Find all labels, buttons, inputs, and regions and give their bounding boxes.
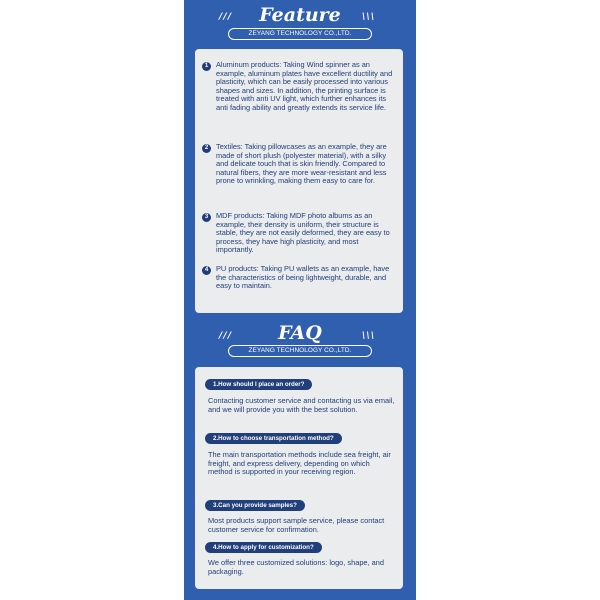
- number-badge: 1: [202, 62, 211, 71]
- left-slash-decoration: / / /: [219, 12, 231, 22]
- feature-text: MDF products: Taking MDF photo albums as an example, their density is uniform, their structure is stable, they are not easily deformed, they are easy to process, they have high plasticity, and most importantly.: [216, 211, 390, 255]
- faq-answer: Most products support sample service, please contact customer service for confirmation.: [208, 516, 385, 534]
- company-name-badge: ZEYANG TECHNOLOGY CO.,LTD.: [228, 345, 372, 357]
- faq-answer: The main transportation methods include sea freight, air freight, and express delivery, depending on which method is supported in your receiving region.: [208, 450, 391, 477]
- product-info-panel: [184, 0, 416, 600]
- feature-text: Textiles: Taking pillowcases as an example, they are made of short plush (polyester material), with a silky and delicate touch that is skin friendly. Compared to natural fibers, they are more wear-resistant and less prone to wrinkling, making them easy to care for.: [216, 142, 387, 186]
- faq-question-badge: 3.Can you provide samples?: [205, 500, 305, 511]
- faq-card: [195, 367, 403, 589]
- left-slash-decoration: / / /: [219, 331, 231, 341]
- feature-text: PU products: Taking PU wallets as an example, have the characteristics of being lightweight, durable, and easy to maintain.: [216, 264, 390, 291]
- company-name-badge: ZEYANG TECHNOLOGY CO.,LTD.: [228, 28, 372, 40]
- feature-card: [195, 49, 403, 313]
- right-slash-decoration: \ \ \: [362, 12, 374, 22]
- faq-heading: FAQ: [278, 322, 322, 344]
- faq-question-badge: 4.How to apply for customization?: [205, 542, 322, 553]
- number-badge: 4: [202, 266, 211, 275]
- number-badge: 3: [202, 213, 211, 222]
- feature-heading: Feature: [259, 4, 341, 26]
- faq-answer: Contacting customer service and contacting us via email, and we will provide you with the best solution.: [208, 396, 395, 414]
- faq-answer: We offer three customized solutions: logo, shape, and packaging.: [208, 558, 384, 576]
- faq-question-badge: 1.How should I place an order?: [205, 379, 312, 390]
- feature-text: Aluminum products: Taking Wind spinner as an example, aluminum plates have excellent ductility and plasticity, which can be easily processed into various shapes and sizes. In addition, the printing surface is treated with anti UV light, which further enhances its anti fading ability and greatly extends its service life.: [216, 60, 393, 112]
- right-slash-decoration: \ \ \: [362, 331, 374, 341]
- number-badge: 2: [202, 144, 211, 153]
- faq-question-badge: 2.How to choose transportation method?: [205, 433, 342, 444]
